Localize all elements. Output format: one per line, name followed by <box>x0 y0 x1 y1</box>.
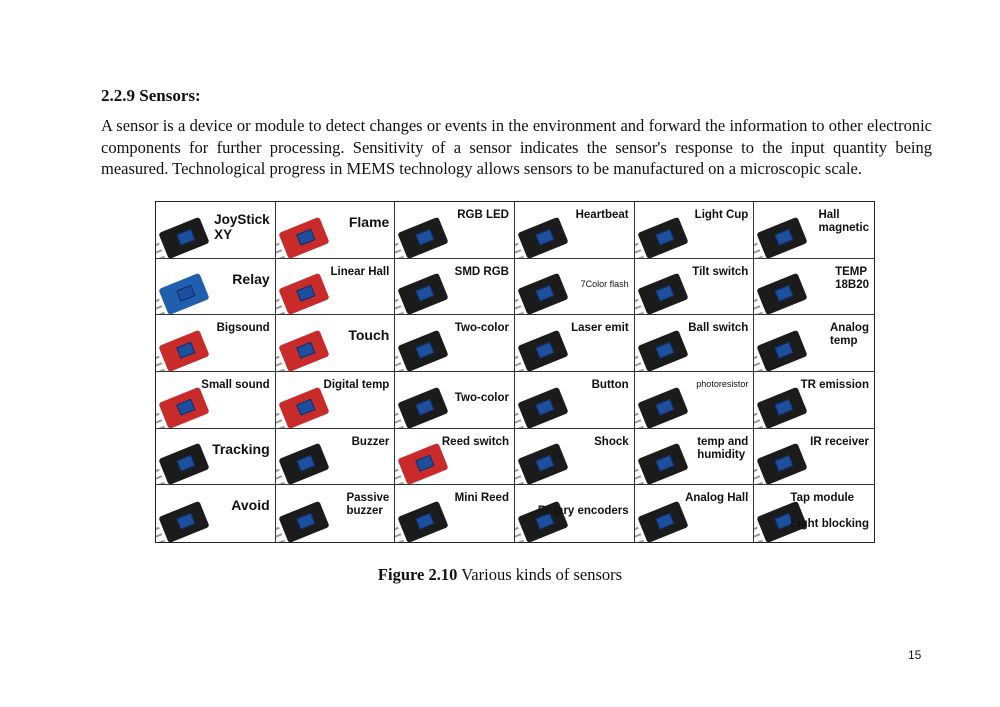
module-pin <box>635 299 639 305</box>
module-pin <box>156 540 165 542</box>
module-chip <box>775 228 794 245</box>
sensor-cell <box>635 485 755 542</box>
sensor-cell <box>515 485 635 542</box>
module-pin <box>515 540 524 542</box>
sensor-label: Buzzer <box>351 435 390 448</box>
module-pin <box>515 419 521 425</box>
module-chip <box>416 285 435 302</box>
sensor-module-image <box>637 216 688 258</box>
sensor-cell <box>635 372 755 429</box>
sensor-module-image <box>158 501 209 542</box>
sensor-cell <box>515 315 635 372</box>
sensor-label: 7Color flash <box>580 278 629 289</box>
module-pin <box>635 362 641 368</box>
sensor-cell <box>754 259 874 316</box>
module-chip <box>775 342 794 359</box>
sensor-cell <box>515 259 635 316</box>
module-pin <box>754 412 758 418</box>
module-pin <box>395 476 401 482</box>
sensor-module-image <box>398 386 449 428</box>
sensor-module-image <box>398 443 449 485</box>
module-chip <box>655 513 674 530</box>
module-pin <box>754 527 758 533</box>
sensor-module-image <box>158 386 209 428</box>
module-pin <box>276 412 280 418</box>
module-pin <box>156 242 160 248</box>
module-chip <box>176 513 195 530</box>
sensor-module-image <box>517 330 568 372</box>
module-chip <box>535 342 554 359</box>
module-chip <box>296 342 315 359</box>
sensor-module-image <box>278 443 329 485</box>
module-pin <box>395 540 404 542</box>
module-chip <box>775 455 794 472</box>
module-pin <box>754 540 763 542</box>
sensor-module-image <box>757 443 808 485</box>
module-pin <box>754 469 758 475</box>
module-pin <box>635 540 644 542</box>
sensor-label: Reed switch <box>441 435 509 448</box>
module-pin <box>156 412 160 418</box>
module-pin <box>515 412 519 418</box>
module-pin <box>515 527 519 533</box>
figure-caption-text: Various kinds of sensors <box>457 565 623 584</box>
sensor-cell <box>395 202 515 259</box>
module-chip <box>535 285 554 302</box>
sensor-module-image <box>278 273 329 315</box>
module-pin <box>276 476 282 482</box>
sensor-cell <box>515 202 635 259</box>
sensor-cell <box>515 372 635 429</box>
module-pin <box>515 299 519 305</box>
sensor-label: Tilt switch <box>692 265 749 278</box>
sensor-label: Ball switch <box>688 322 749 335</box>
sensor-label: Two-color <box>454 322 509 335</box>
sensor-module-image <box>158 216 209 258</box>
module-pin <box>156 533 162 539</box>
module-pin <box>156 362 162 368</box>
sensor-label: Analog Hall <box>685 492 749 505</box>
sensor-label: Heartbeat <box>575 209 629 221</box>
module-chip <box>296 398 315 415</box>
module-pin <box>276 356 280 362</box>
module-chip <box>296 228 315 245</box>
module-pin <box>276 242 280 248</box>
sensor-module-image <box>637 386 688 428</box>
module-pin <box>754 533 760 539</box>
module-pin <box>635 412 639 418</box>
module-chip <box>176 342 195 359</box>
sensor-label: JoyStick XY <box>214 212 270 242</box>
module-pin <box>635 356 639 362</box>
module-pin <box>754 476 760 482</box>
sensor-label: SMD RGB <box>454 265 509 278</box>
sensor-label: Digital temp <box>323 379 390 391</box>
sensor-label: Button <box>591 379 629 391</box>
sensor-module-image <box>517 216 568 258</box>
sensor-cell <box>635 315 755 372</box>
sensor-label: Avoid <box>231 497 270 514</box>
sensor-module-image <box>517 386 568 428</box>
sensor-label: Two-color <box>454 392 509 404</box>
sensor-cell <box>276 429 396 486</box>
module-pin <box>156 469 160 475</box>
sensor-cell <box>156 485 276 542</box>
sensor-cell <box>156 372 276 429</box>
sensor-module-image <box>637 330 688 372</box>
module-pin <box>635 306 641 312</box>
module-chip <box>416 398 435 415</box>
sensor-module-image <box>398 273 449 315</box>
module-pin <box>395 249 401 255</box>
sensor-module-image <box>517 443 568 485</box>
sensor-module-image <box>637 273 688 315</box>
module-chip <box>176 398 195 415</box>
sensor-label: Flame <box>348 214 390 230</box>
sensor-module-image <box>278 501 329 542</box>
module-chip <box>655 342 674 359</box>
module-pin <box>635 476 641 482</box>
sensor-cell <box>156 259 276 316</box>
module-pin <box>395 527 399 533</box>
module-pin <box>754 362 760 368</box>
sensor-figure-grid <box>155 201 875 543</box>
module-pin <box>395 356 399 362</box>
module-pin <box>635 469 639 475</box>
module-pin <box>515 356 519 362</box>
sensor-module-image <box>158 273 209 315</box>
module-pin <box>754 306 760 312</box>
sensor-label: Light Cup <box>694 209 749 221</box>
module-pin <box>156 299 160 305</box>
sensor-cell <box>754 485 874 542</box>
module-pin <box>515 306 521 312</box>
module-pin <box>515 469 519 475</box>
sensor-label: Relay <box>232 270 270 287</box>
module-pin <box>276 299 280 305</box>
sensor-module-image <box>158 330 209 372</box>
figure-caption-number: Figure 2.10 <box>377 565 458 584</box>
module-chip <box>535 228 554 245</box>
module-pin <box>395 362 401 368</box>
module-pin <box>635 419 641 425</box>
sensor-cell <box>156 429 276 486</box>
module-pin <box>395 469 399 475</box>
sensor-module-image <box>757 330 808 372</box>
sensor-label: photoresistor <box>696 379 749 389</box>
sensor-cell <box>395 429 515 486</box>
sensor-module-image <box>158 443 209 485</box>
page-number: 15 <box>908 648 922 662</box>
module-pin <box>395 533 401 539</box>
module-pin <box>395 242 399 248</box>
sensor-cell <box>156 315 276 372</box>
module-pin <box>276 469 280 475</box>
module-chip <box>535 398 554 415</box>
module-chip <box>655 285 674 302</box>
module-pin <box>635 249 641 255</box>
sensor-label: IR receiver <box>810 435 869 448</box>
section-paragraph: A sensor is a device or module to detect changes or events in the environment and forward the information to other electronic components for further processing. Sensitivity of a sensor indicates the sensor's response to the input quantity being measured. Technological progress in MEMS technology allows sensors to be manufactured on a microscopic scale. <box>101 116 932 178</box>
sensor-label: Analog temp <box>830 322 869 348</box>
module-chip <box>416 342 435 359</box>
module-chip <box>655 398 674 415</box>
module-pin <box>156 306 162 312</box>
sensor-cell <box>754 315 874 372</box>
sensor-label: Linear Hall <box>330 265 390 278</box>
sensor-module-image <box>278 330 329 372</box>
sensor-module-image <box>398 330 449 372</box>
module-chip <box>296 455 315 472</box>
sensor-cell <box>395 315 515 372</box>
module-pin <box>276 533 282 539</box>
module-chip <box>416 455 435 472</box>
module-pin <box>395 419 401 425</box>
module-pin <box>395 299 399 305</box>
module-pin <box>515 362 521 368</box>
module-pin <box>754 299 758 305</box>
sensor-cell <box>156 202 276 259</box>
sensor-label: Rotary encoders <box>537 505 629 518</box>
module-chip <box>176 228 195 245</box>
module-pin <box>276 249 282 255</box>
sensor-cell <box>395 485 515 542</box>
module-pin <box>156 476 162 482</box>
module-pin <box>635 242 639 248</box>
sensor-label: TR emission <box>800 379 869 391</box>
sensor-cell <box>276 202 396 259</box>
module-pin <box>156 419 162 425</box>
sensor-cell <box>276 485 396 542</box>
sensor-module-image <box>637 501 688 542</box>
sensor-label: Hall magnetic <box>818 209 869 234</box>
sensor-cell <box>635 202 755 259</box>
sensor-label: Shock <box>594 435 629 448</box>
module-chip <box>535 455 554 472</box>
module-pin <box>276 306 282 312</box>
module-pin <box>635 533 641 539</box>
sensor-cell <box>395 372 515 429</box>
sensor-label: RGB LED <box>457 209 509 221</box>
module-chip <box>176 285 195 302</box>
module-pin <box>754 249 760 255</box>
sensor-cell <box>754 372 874 429</box>
sensor-module-image <box>757 273 808 315</box>
module-chip <box>296 285 315 302</box>
module-pin <box>156 249 162 255</box>
sensor-module-image <box>398 216 449 258</box>
sensor-module-image <box>757 216 808 258</box>
module-pin <box>515 476 521 482</box>
sensor-module-image <box>517 273 568 315</box>
sensor-label: Passive buzzer <box>346 492 390 518</box>
sensor-module-image <box>637 443 688 485</box>
sensor-label: Tap module Light blocking <box>790 492 869 531</box>
module-pin <box>276 362 282 368</box>
sensor-label: Small sound <box>201 379 270 391</box>
module-chip <box>296 513 315 530</box>
module-pin <box>395 306 401 312</box>
sensor-module-image <box>398 501 449 542</box>
module-pin <box>395 412 399 418</box>
module-pin <box>754 242 758 248</box>
module-pin <box>276 527 280 533</box>
module-pin <box>754 419 760 425</box>
module-pin <box>276 540 285 542</box>
sensor-label: Laser emit <box>571 322 629 335</box>
module-pin <box>276 419 282 425</box>
sensor-cell <box>276 372 396 429</box>
sensor-cell <box>635 259 755 316</box>
module-pin <box>515 533 521 539</box>
sensor-cell <box>754 202 874 259</box>
module-chip <box>655 228 674 245</box>
sensor-cell <box>276 259 396 316</box>
sensor-label: Mini Reed <box>454 492 509 505</box>
module-chip <box>176 455 195 472</box>
sensor-label: Bigsound <box>216 322 270 335</box>
sensor-label: temp and humidity <box>697 435 749 461</box>
sensor-cell <box>635 429 755 486</box>
sensor-module-image <box>757 386 808 428</box>
sensor-cell <box>515 429 635 486</box>
sensor-cell <box>395 259 515 316</box>
module-pin <box>635 527 639 533</box>
module-chip <box>655 455 674 472</box>
module-chip <box>416 513 435 530</box>
figure-caption <box>0 565 1000 585</box>
sensor-label: TEMP 18B20 <box>835 265 869 291</box>
module-pin <box>156 527 160 533</box>
module-pin <box>754 356 758 362</box>
sensor-module-image <box>278 386 329 428</box>
module-chip <box>775 285 794 302</box>
module-pin <box>515 242 519 248</box>
module-chip <box>416 228 435 245</box>
sensor-cell <box>754 429 874 486</box>
sensor-label: Tracking <box>212 440 270 457</box>
sensor-cell <box>276 315 396 372</box>
module-pin <box>156 356 160 362</box>
module-pin <box>515 249 521 255</box>
section-heading: 2.2.9 Sensors: <box>101 86 201 105</box>
sensor-module-image <box>278 216 329 258</box>
module-chip <box>775 398 794 415</box>
sensor-label: Touch <box>348 327 390 344</box>
